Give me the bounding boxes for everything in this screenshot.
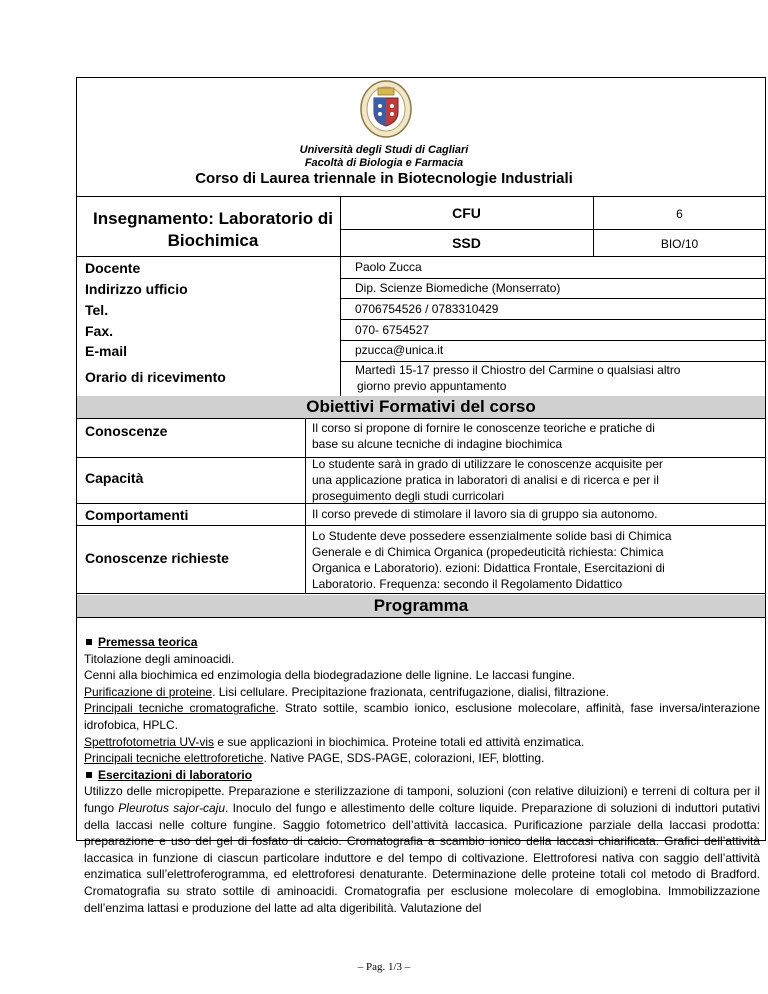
fax-label: Fax. — [85, 323, 114, 339]
conoscenze-label: Conoscenze — [85, 423, 168, 439]
conoscenze-line-1: Il corso si propone di fornire le conoscenze teoriche e pratiche di — [312, 421, 655, 435]
richieste-line-2: Generale e di Chimica Organica (propedeuticità richiesta: Chimica — [312, 545, 664, 559]
richieste-line-1: Lo Studente deve possedere essenzialmente solide basi di Chimica — [312, 529, 672, 543]
university-seal-icon — [360, 80, 412, 138]
orario-value-2: giorno previo appuntamento — [357, 379, 507, 393]
orario-label: Orario di ricevimento — [85, 369, 226, 385]
fax-value: 070- 6754527 — [355, 323, 430, 337]
conoscenze-line-2: base su alcune tecniche di indagine biochimica — [312, 437, 563, 451]
email-link[interactable]: pzucca@unica.it — [355, 343, 444, 357]
orario-value-1: Martedì 15-17 presso il Chiostro del Carmine o qualsiasi altro — [355, 363, 681, 377]
bullet-square-icon — [86, 772, 92, 778]
programma-line: Spettrofotometria UV-vis e sue applicazioni in biochimica. Proteine totali ed attività enzimatica. — [84, 734, 585, 749]
faculty-name: Facoltà di Biologia e Farmacia — [304, 157, 464, 169]
programma-line: Cenni alla biochimica ed enzimologia della biodegradazione delle lignine. Le laccasi fungine. — [84, 668, 575, 683]
capacita-label: Capacità — [85, 470, 144, 486]
docente-value: Paolo Zucca — [355, 260, 422, 274]
ssd-value: BIO/10 — [660, 237, 699, 251]
ufficio-value: Dip. Scienze Biomediche (Monserrato) — [355, 281, 561, 295]
richieste-line-4: Laboratorio. Frequenza: secondo il Regolamento Didattico — [312, 577, 623, 591]
conoscenze-text — [312, 420, 752, 452]
programma-body — [84, 634, 760, 916]
capacita-line-2: una applicazione pratica in laboratori di analisi e di ricerca e per il — [312, 473, 659, 487]
richieste-line-3: Organica e Laboratorio). ezioni: Didattica Frontale, Esercitazioni di — [312, 561, 665, 575]
esercitazioni-text: Utilizzo delle micropipette. Preparazione e sterilizzazione di tamponi, soluzioni (con relative diluizioni) e terreni di coltura per il fungo Pleurotus sajor-caju. Inoculo del fungo e allestimento delle colture liquide. Preparazione di soluzioni di induttori putativi della laccasi nelle colture fungine. Saggio fotometrico dell’attività laccasica. Purificazione parziale della laccasi prodotta: preparazione e uso del gel di fosfato di calcio. Cromatografia a scambio ionico della laccasi chiarificata. Grafici dell’attività laccasica in funzione di ciascun particolare induttore e del tempo di coltivazione. Elettroforesi nativa con saggio dell’attività enzimatica sull’elettroferogramma, ed elettroforesi denaturante. Determinazione delle proteine totali col metodo di Bradford. Cromatografia su strato sottile di aminoacidi. Cromatografia per esclusione molecolare di emoglobina. Immobilizzazione dell’enzima lattasi e produzione del latte ad alta digeribilità. Valutazione del — [84, 784, 760, 915]
programma-line: Titolazione degli aminoacidi. — [84, 651, 235, 666]
esercitazioni-heading: Esercitazioni di laboratorio — [84, 767, 760, 784]
species-name: Pleurotus sajor-caju — [118, 800, 226, 815]
course-title: Corso di Laurea triennale in Biotecnologie Industriali — [195, 170, 573, 187]
bullet-square-icon — [86, 639, 92, 645]
tel-label: Tel. — [85, 302, 109, 318]
cfu-label: CFU — [452, 205, 481, 221]
programma-line: Principali tecniche elettroforetiche. Native PAGE, SDS-PAGE, colorazioni, IEF, blotting. — [84, 751, 545, 766]
programma-line: Purificazione di proteine. Lisi cellulare. Precipitazione frazionata, centrifugazione, dialisi, filtrazione. — [84, 684, 609, 699]
comportamenti-label: Comportamenti — [85, 507, 189, 523]
premessa-heading: Premessa teorica — [84, 634, 760, 651]
comportamenti-text: Il corso prevede di stimolare il lavoro sia di gruppo sia autonomo. — [312, 507, 658, 521]
email-label: E-mail — [85, 343, 128, 359]
richieste-text — [312, 528, 752, 592]
ssd-label: SSD — [452, 235, 481, 251]
capacita-text — [312, 456, 752, 504]
insegnamento-title: Insegnamento: Laboratorio di Biochimica — [93, 209, 333, 250]
richieste-label: Conoscenze richieste — [85, 550, 229, 566]
programma-line: Principali tecniche cromatografiche. Strato sottile, scambio ionico, esclusione molecolare, affinità, fase inversa/interazione idrofobica, HPLC. — [84, 701, 761, 732]
capacita-line-1: Lo studente sarà in grado di utilizzare le conoscenze acquisite per — [312, 457, 663, 471]
docente-label: Docente — [85, 260, 141, 276]
email-value[interactable] — [355, 343, 443, 357]
ufficio-label: Indirizzo ufficio — [85, 281, 188, 297]
tel-value: 0706754526 / 0783310429 — [355, 302, 499, 316]
page-number: – Pag. 1/3 – — [357, 961, 411, 973]
obiettivi-header: Obiettivi Formativi del corso — [77, 396, 765, 418]
programma-header: Programma — [77, 595, 765, 617]
university-name: Università degli Studi di Cagliari — [299, 144, 469, 156]
capacita-line-3: proseguimento degli studi curricolari — [312, 489, 505, 503]
cfu-value: 6 — [676, 207, 683, 221]
